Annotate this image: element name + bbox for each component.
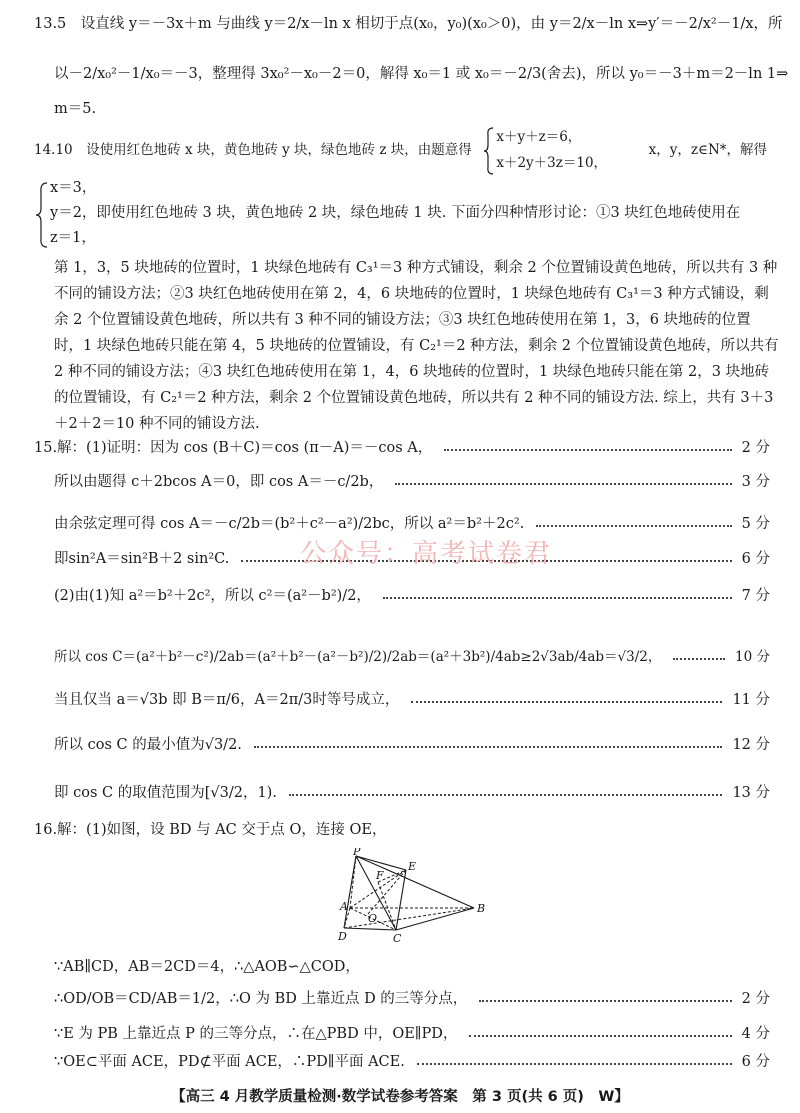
edge-PA [350, 856, 356, 908]
q14-system-2-eq-b: y＝2，即使用红色地砖 3 块，黄色地砖 2 块，绿色地砖 1 块. 下面分四种情形讨论：①3 块红色地砖使用在 [50, 205, 741, 221]
leader-dots [395, 483, 731, 485]
q16-row [54, 955, 770, 979]
q14-system-1-eq-a: x＋y＋z＝6， [496, 128, 582, 145]
edge-DB [344, 908, 474, 928]
q15-row-text: (2)由(1)知 a²＝b²＋2c²，所以 c²＝(a²－b²)/2， [54, 588, 371, 604]
brace-icon [484, 127, 494, 175]
page-footer: 【高三 4 月教学质量检测·数学试卷参考答案 第 3 页(共 6 页) W】 [171, 1089, 629, 1105]
q15-row-text: 当且仅当 a＝√3b 即 B＝π/6，A＝2π/3时等号成立， [54, 692, 400, 708]
q16-intro: 16.解：(1)如图，设 BD 与 AC 交于点 O，连接 OE， [34, 822, 387, 838]
score-label: 6 分 [741, 1054, 770, 1070]
q15-row-text: 15.解：(1)证明：因为 cos (B＋C)＝cos (π－A)＝－cos A， [34, 440, 433, 456]
pyramid-figure [326, 848, 496, 948]
q15-row [54, 733, 770, 757]
q15-row [54, 470, 770, 494]
score-label: 11 分 [732, 692, 770, 708]
q14-para-7: ＋2＋2＝10 种不同的铺设方法. [54, 416, 260, 432]
leader-dots [289, 794, 723, 796]
leader-dots [383, 597, 732, 599]
q15-row-text: 即 cos C 的取值范围为[√3/2，1). [54, 785, 277, 801]
q15-row-text: 即sin²A＝sin²B＋2 sin²C. [54, 551, 230, 567]
leader-dots [417, 1063, 732, 1065]
q16-row [54, 1022, 770, 1046]
q15-row [54, 781, 770, 805]
label-F: F [376, 869, 384, 882]
q14-suffix: x，y，z∈N*，解得 [648, 142, 768, 158]
q14-system-2-eq-a: x＝3， [50, 180, 97, 196]
score-label: 10 分 [735, 649, 770, 665]
q16-row-text: ∵AB∥CD，AB＝2CD＝4，∴△AOB∽△COD， [54, 959, 360, 975]
score-label: 6 分 [741, 551, 770, 567]
q14-para-2: 不同的铺设方法；②3 块红色地砖使用在第 2，4，6 块地砖的位置时，1 块绿色地砖有 C₃¹＝3 种方式铺设，剩 [54, 286, 769, 302]
q13-line-1: 13.5 设直线 y＝－3x＋m 与曲线 y＝2/x－ln x 相切于点(x₀，y₀)(x₀＞0)，由 y＝2/x－ln x⇒y′＝－2/x²－1/x，所 [34, 16, 783, 32]
q14-para-3: 余 2 个位置铺设黄色地砖，所以共有 3 种不同的铺设方法；③3 块红色地砖使用在第 1，3，6 块地砖的位置 [54, 312, 751, 328]
score-label: 3 分 [741, 474, 770, 490]
brace-icon [36, 182, 48, 248]
q14-prefix: 14.10 设使用红色地砖 x 块，黄色地砖 y 块，绿色地砖 z 块，由题意得 [34, 142, 472, 158]
q16-row-text: ∴OD/OB＝CD/AB＝1/2，∴O 为 BD 上靠近点 D 的三等分点， [54, 991, 468, 1007]
label-E: E [408, 860, 417, 873]
label-B: B [477, 902, 486, 915]
q14-para-1: 第 1，3，5 块地砖的位置时，1 块绿色地砖有 C₃¹＝3 种方式铺设，剩余 2 个位置铺设黄色地砖，所以共有 3 种 [54, 260, 778, 276]
q15-row-text: 所以 cos C 的最小值为√3/2. [54, 737, 242, 753]
label-C: C [393, 932, 402, 945]
leader-dots [479, 1000, 731, 1002]
q15-row [54, 645, 770, 669]
q14-system-1 [494, 128, 644, 171]
score-label: 13 分 [732, 785, 770, 801]
q14-system-2-eq-c: z＝1， [50, 230, 96, 246]
q15-row-text: 由余弦定理可得 cos A＝－c/2b＝(b²＋c²－a²)/2bc，所以 a²＝b²＋2c². [54, 516, 525, 532]
edge-PE [356, 856, 406, 870]
q16-row [54, 987, 770, 1011]
q14-para-5: 2 种不同的铺设方法；④3 块红色地砖使用在第 1，4，6 块地砖的位置时，1 块绿色地砖只能在第 2，3 块地砖 [54, 364, 770, 380]
q13-line-2: 以－2/x₀²－1/x₀＝－3，整理得 3x₀²－x₀－2＝0，解得 x₀＝1 或 x₀＝－2/3(舍去)，所以 y₀＝－3＋m＝2－ln 1⇒ [54, 66, 789, 82]
q13-line-3: m＝5. [54, 101, 97, 117]
q14-para-4: 时，1 块绿色地砖只能在第 4，5 块地砖的位置铺设，有 C₂¹＝2 种方法，剩余 2 个位置铺设黄色地砖，所以共有 [54, 338, 779, 354]
edge-DC [344, 928, 396, 930]
score-label: 4 分 [741, 1026, 770, 1042]
label-O: O [368, 912, 378, 925]
score-label: 12 分 [732, 737, 770, 753]
leader-dots [469, 1035, 731, 1037]
watermark: 公众号：高考试卷君 [300, 539, 553, 569]
label-D: D [338, 930, 347, 943]
score-label: 7 分 [741, 588, 770, 604]
leader-dots [254, 746, 723, 748]
edge-CB [396, 908, 474, 930]
q16-row-text: ∵E 为 PB 上靠近点 P 的三等分点，∴在△PBD 中，OE∥PD， [54, 1026, 458, 1042]
q15-row-text: 所以 cos C＝(a²＋b²－c²)/2ab＝(a²＋b²－(a²－b²)/2)/2ab＝(a²＋3b²)/4ab≥2√3ab/4ab＝√3/2， [54, 649, 662, 665]
edge-EC [396, 870, 406, 930]
leader-dots [536, 525, 731, 527]
label-P: P [353, 848, 361, 858]
leader-dots [411, 701, 722, 703]
score-label: 2 分 [741, 440, 770, 456]
q15-row [54, 584, 770, 608]
q14-line-1 [34, 128, 770, 171]
score-label: 2 分 [741, 991, 770, 1007]
q14-system-1-eq-b: x＋2y＋3z＝10， [496, 154, 608, 171]
q15-row [54, 688, 770, 712]
score-label: 5 分 [741, 516, 770, 532]
q14-para-6: 的位置铺设，有 C₂¹＝2 种方法，剩余 2 个位置铺设黄色地砖，所以共有 2 种不同的铺设方法. 综上，共有 3＋3 [54, 390, 774, 406]
edge-PD [344, 856, 356, 928]
label-A: A [340, 900, 348, 913]
q16-row [54, 1050, 770, 1074]
leader-dots [673, 658, 725, 660]
q15-row [34, 436, 770, 460]
leader-dots [444, 449, 731, 451]
q16-row-text: ∵OE⊂平面 ACE，PD⊄平面 ACE，∴PD∥平面 ACE. [54, 1054, 405, 1070]
q15-row-text: 所以由题得 c＋2bcos A＝0，即 cos A＝－c/2b， [54, 474, 384, 490]
